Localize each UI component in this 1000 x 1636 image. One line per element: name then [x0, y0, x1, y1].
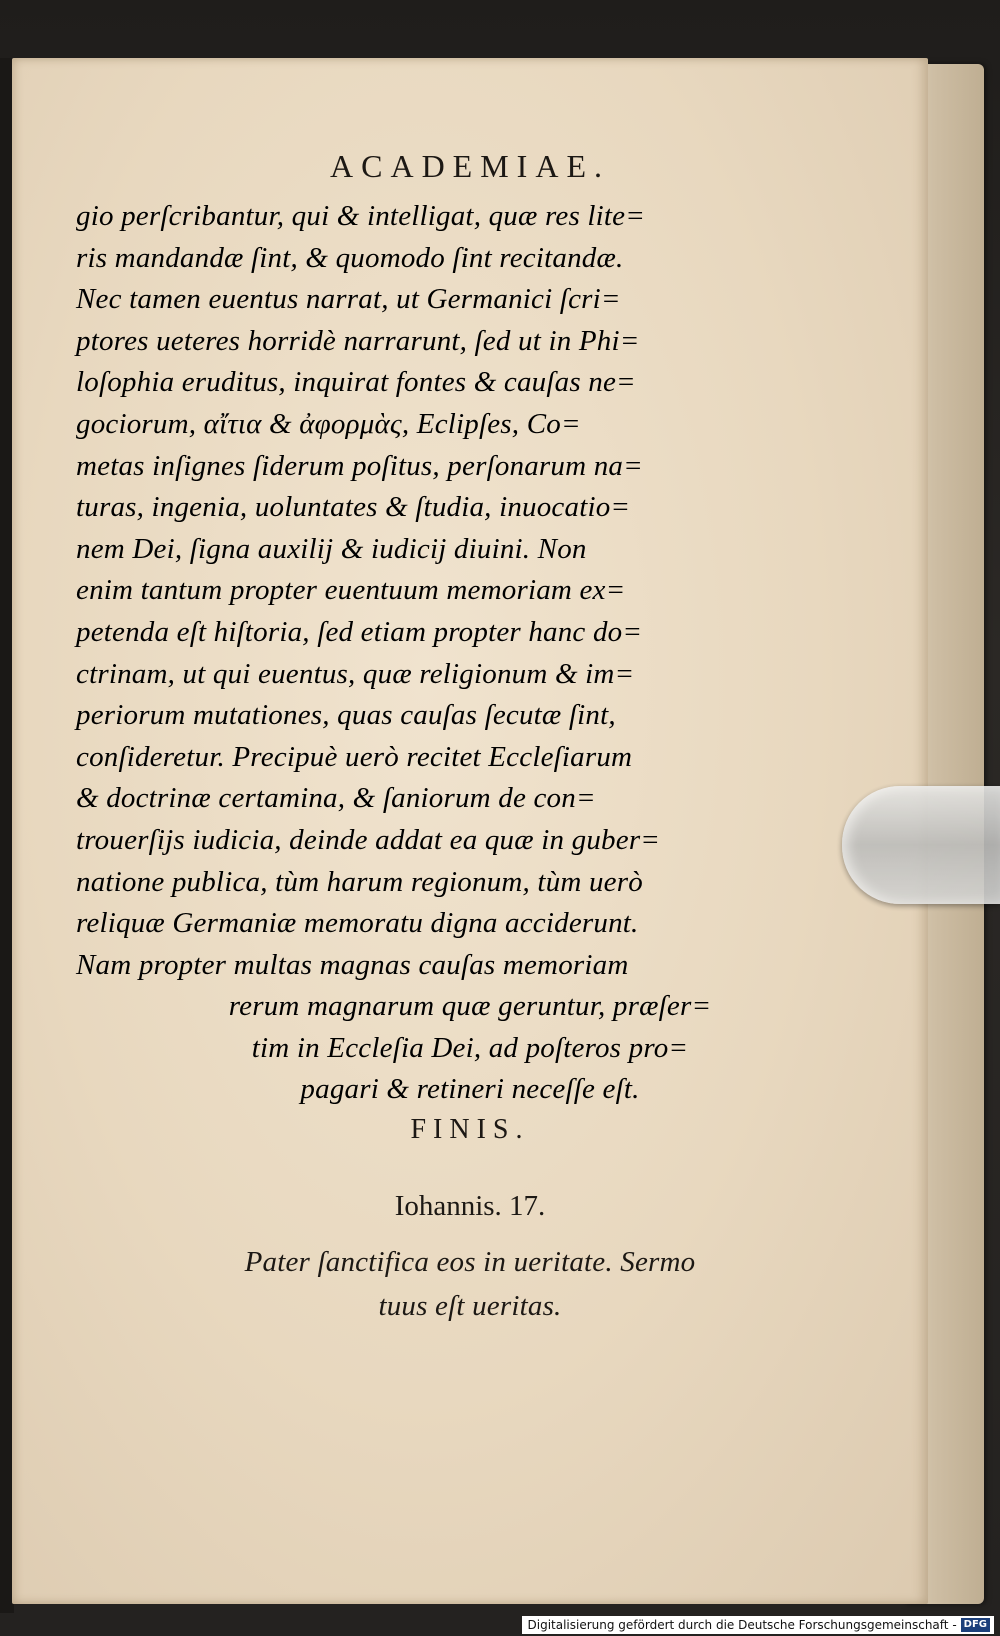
body-line: conſideretur. Precipuè uerò recitet Eccleſiarum: [76, 740, 633, 773]
scripture-quote: [0, 1240, 940, 1328]
taper-line: pagari & retineri neceſſe eſt.: [300, 1073, 640, 1106]
body-line: Nec tamen euentus narrat, ut Germanici ſcri=: [76, 283, 621, 316]
body-line: ptores ueteres horridè narrarunt, ſed ut in Phi=: [76, 324, 640, 357]
body-line: ctrinam, ut qui euentus, quæ religionum & im=: [76, 657, 635, 690]
body-line: enim tantum propter euentuum memoriam ex=: [76, 574, 626, 607]
scripture-reference: Iohannis. 17.: [394, 1190, 546, 1222]
body-line: reliquæ Germaniæ memoratu digna acciderunt.: [76, 907, 639, 940]
body-line: Nam propter multas magnas cauſas memoriam: [76, 948, 629, 981]
body-text: [76, 196, 660, 986]
taper-line: rerum magnarum quæ geruntur, præſer=: [228, 990, 712, 1022]
digitization-footer: [522, 1616, 995, 1634]
taper-line: tim in Eccleſia Dei, ad poſteros pro=: [251, 1031, 689, 1064]
body-line: & doctrinæ certamina, & ſaniorum de con=: [76, 782, 596, 815]
running-head: ACADEMIAE.: [330, 148, 610, 184]
body-line: gio perſcribantur, qui & intelligat, quæ res lite=: [76, 200, 646, 232]
body-line: loſophia eruditus, inquirat fontes & cauſas ne=: [76, 366, 636, 399]
body-line: ris mandandæ ſint, & quomodo ſint recitandæ.: [76, 241, 624, 274]
finis-heading: FINIS.: [410, 1114, 530, 1145]
page-holder-clip: [842, 786, 1000, 904]
quote-line: tuus eſt ueritas.: [378, 1290, 562, 1322]
body-line: trouerſijs iudicia, deinde addat ea quæ in guber=: [76, 823, 661, 856]
dfg-logo-icon: DFG: [961, 1618, 990, 1632]
body-line: periorum mutationes, quas cauſas ſecutæ ſint,: [76, 699, 616, 732]
body-line: petenda eſt hiſtoria, ſed etiam propter hanc do=: [76, 615, 643, 648]
body-line: natione publica, tùm harum regionum, tùm uerò: [76, 865, 643, 898]
body-line: gociorum, αἴτια & ἀφορμὰς, Eclipſes, Co=: [76, 407, 581, 440]
body-line: turas, ingenia, uoluntates & ſtudia, inuocatio=: [76, 491, 631, 524]
body-line: nem Dei, ſigna auxilij & iudicij diuini. Non: [76, 532, 587, 565]
footer-text: Digitalisierung gefördert durch die Deutsche Forschungsgemeinschaft -: [527, 1618, 957, 1632]
tapered-conclusion: [0, 986, 940, 1111]
body-line: metas inſignes ſiderum poſitus, perſonarum na=: [76, 449, 643, 482]
quote-line: Pater ſanctifica eos in ueritate. Sermo: [244, 1246, 696, 1278]
